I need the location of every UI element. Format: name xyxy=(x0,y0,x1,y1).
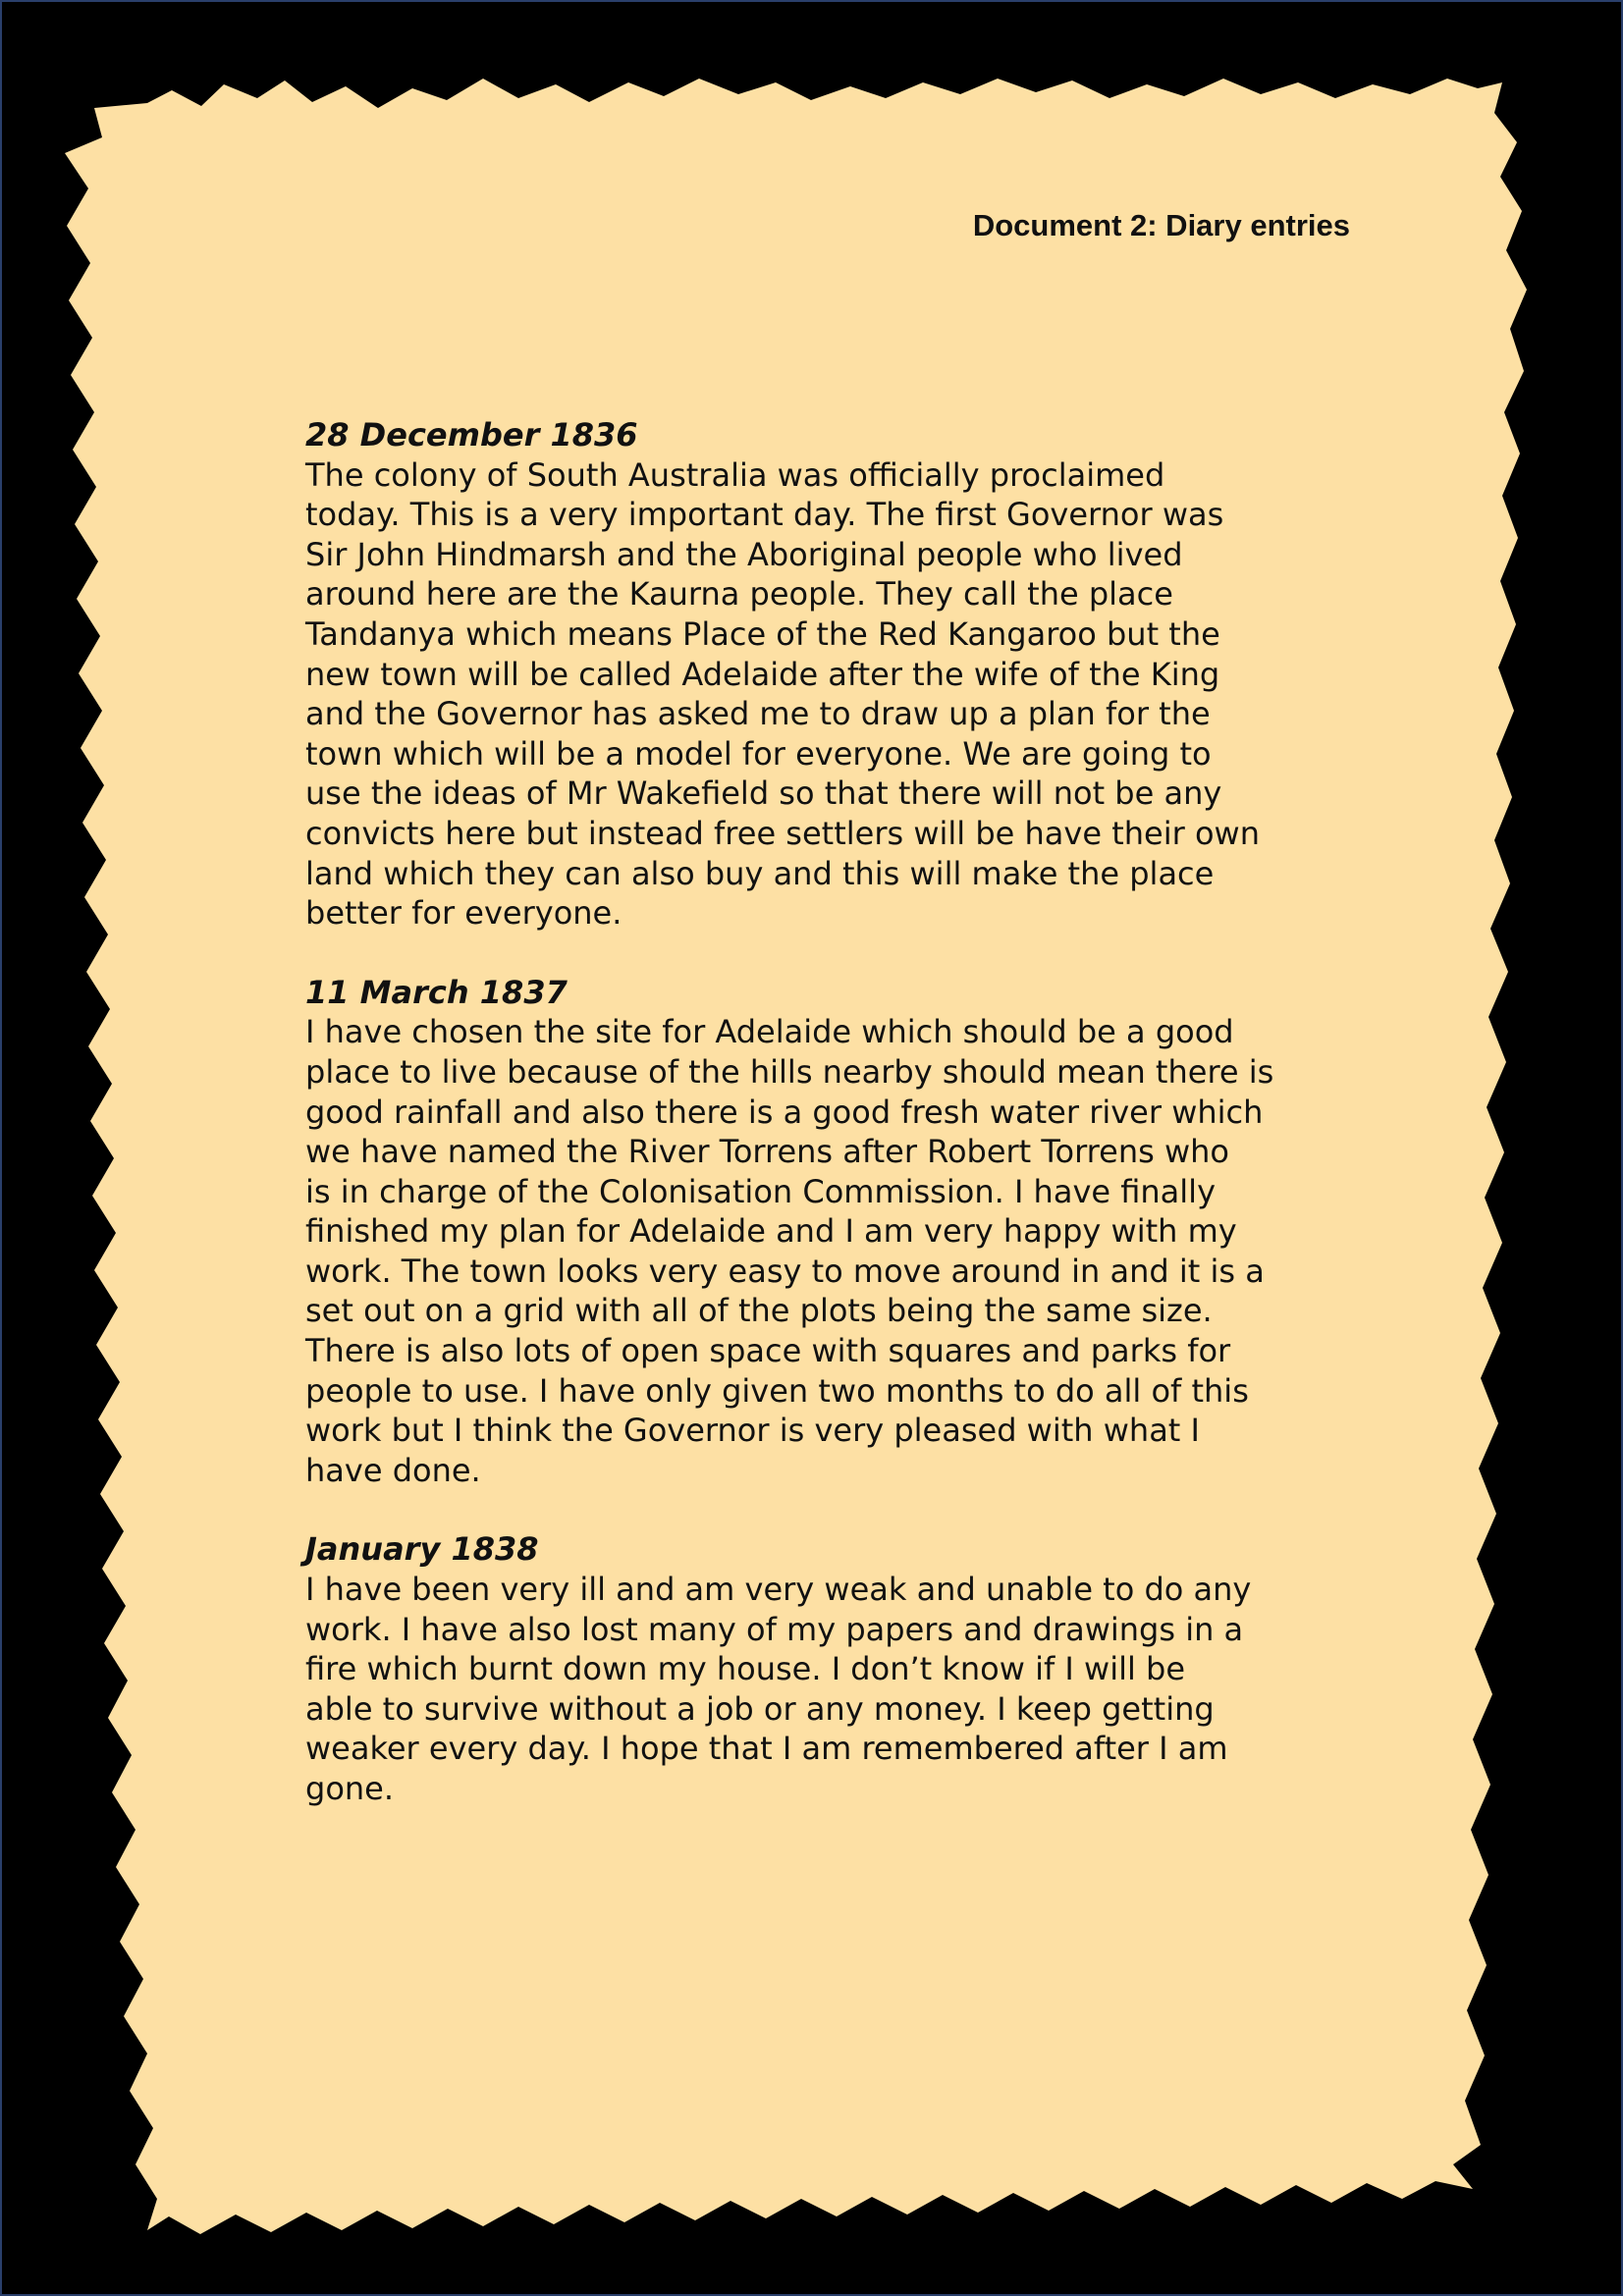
diary-entry xyxy=(305,973,1346,1491)
document-title: Document 2: Diary entries xyxy=(972,208,1350,242)
entry-text: The colony of South Australia was officially proclaimed today. This is a very important day. The first Governor was Sir John Hindmarsh and the Aboriginal people who lived around here are the Kaurna people. They call the place Tandanya which means Place of the Red Kangaroo but the new town will be called Adelaide after the wife of the King and the Governor has asked me to draw up a plan for the town which will be a model for everyone. We are going to use the ideas of Mr Wakefield so that there will not be any convicts here but instead free settlers will be have their own land which they can also buy and this will make the place better for everyone. xyxy=(305,455,1260,933)
diary-entry xyxy=(305,415,1346,934)
diary-entries xyxy=(305,415,1346,1848)
entry-date: 28 December 1836 xyxy=(305,416,638,454)
entry-date: 11 March 1837 xyxy=(305,973,568,1011)
entry-date: January 1838 xyxy=(305,1530,539,1569)
entry-text: I have chosen the site for Adelaide which should be a good place to live because of the hills nearby should mean there is good rainfall and also there is a good fresh water river which we have named the River Torrens after Robert Torrens who is in charge of the Colonisation Commission. I have finally finished my plan for Adelaide and I am very happy with my work. The town looks very easy to move around in and it is a set out on a grid with all of the plots being the same size. There is also lots of open space with squares and parks for people to use. I have only given two months to do all of this work but I think the Governor is very pleased with what I have done. xyxy=(305,1013,1274,1489)
diary-entry xyxy=(305,1529,1346,1808)
entry-text: I have been very ill and am very weak and unable to do any work. I have also lost many of my papers and drawings in a fire which burnt down my house. I don’t know if I will be able to survive without a job or any money. I keep getting weaker every day. I hope that I am remembered after I am gone. xyxy=(305,1571,1252,1807)
